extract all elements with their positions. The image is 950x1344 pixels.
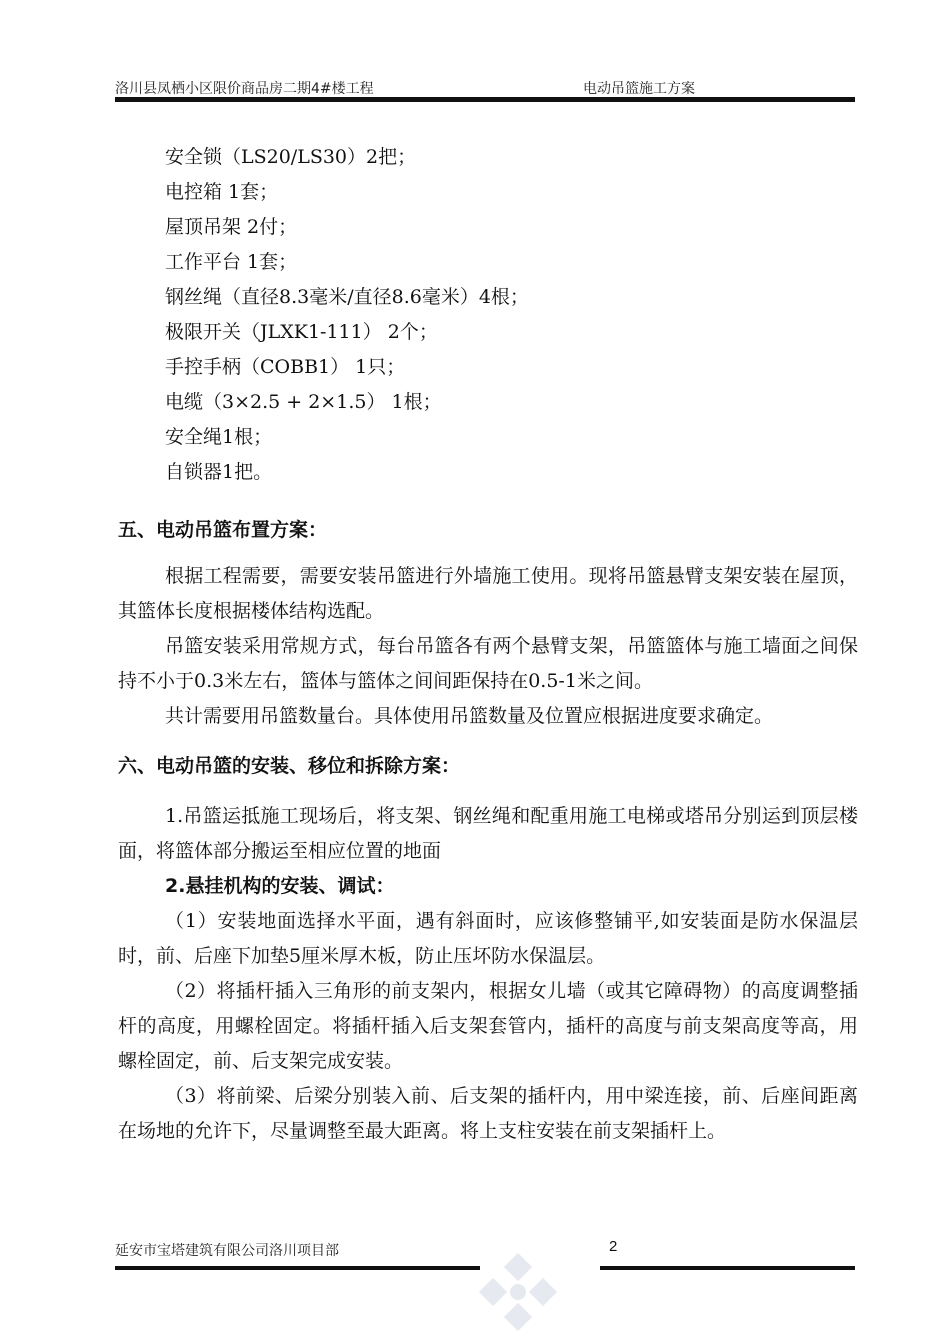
section-6-paragraph: （3）将前梁、后梁分别装入前、后支架的插杆内，用中梁连接，前、后座间距离在场地的允许下，尽量调整至最大距离。将上支柱安装在前支架插杆上。	[118, 1085, 858, 1142]
footer-company: 延安市宝塔建筑有限公司洛川项目部	[115, 1243, 339, 1259]
section-5-title: 五、电动吊篮布置方案：	[118, 519, 328, 541]
list-item: 电缆（3×2.5 + 2×1.5） 1根；	[165, 391, 442, 413]
list-item: 屋顶吊架 2付；	[165, 216, 298, 238]
section-5-paragraph: 根据工程需要，需要安装吊篮进行外墙施工使用。现将吊篮悬臂支架安装在屋顶，其篮体长度根据楼体结构选配。	[118, 565, 858, 622]
header-project-name: 洛川县凤栖小区限价商品房二期4#楼工程	[115, 81, 374, 97]
page-footer	[115, 1236, 855, 1276]
header-document-title: 电动吊篮施工方案	[583, 81, 695, 97]
section-5-paragraph: 吊篮安装采用常规方式，每台吊篮各有两个悬臂支架，吊篮篮体与施工墙面之间保持不小于0.3米左右，篮体与篮体之间间距保持在0.5-1米之间。	[118, 635, 858, 692]
list-item: 电控箱 1套；	[165, 181, 279, 203]
list-item: 安全锁（LS20/LS30）2把；	[165, 146, 417, 168]
section-6-paragraph: （2）将插杆插入三角形的前支架内，根据女儿墙（或其它障碍物）的高度调整插杆的高度，用螺栓固定。将插杆插入后支架套管内，插杆的高度与前支架高度等高，用螺栓固定，前、后支架完成安装。	[118, 980, 858, 1072]
equipment-list	[118, 140, 858, 490]
footer-rule	[115, 1266, 480, 1270]
section-6-paragraph: （1）安装地面选择水平面，遇有斜面时，应该修整铺平,如安装面是防水保温层时，前、后座下加垫5厘米厚木板，防止压坏防水保温层。	[118, 910, 858, 967]
page-header	[115, 76, 855, 104]
section-6-subheading: 2.悬挂机构的安装、调试：	[165, 875, 395, 897]
section-5-paragraph: 共计需要用吊篮数量台。具体使用吊篮数量及位置应根据进度要求确定。	[165, 705, 774, 727]
list-item: 自锁器1把。	[165, 461, 273, 483]
list-item: 极限开关（JLXK1-111） 2个；	[165, 321, 438, 343]
section-6-paragraph: 1.吊篮运抵施工现场后，将支架、钢丝绳和配重用施工电梯或塔吊分别运到顶层楼面，将篮体部分搬运至相应位置的地面	[118, 805, 858, 862]
list-item: 安全绳1根；	[165, 426, 273, 448]
page-number: 2	[609, 1238, 618, 1255]
footer-rule	[600, 1266, 855, 1270]
header-rule	[115, 97, 855, 102]
list-item: 工作平台 1套；	[165, 251, 298, 273]
list-item: 手控手柄（COBB1） 1只；	[165, 356, 406, 378]
page-body	[118, 140, 858, 1149]
list-item: 钢丝绳（直径8.3毫米/直径8.6毫米）4根；	[165, 286, 529, 308]
section-6-title: 六、电动吊篮的安装、移位和拆除方案：	[118, 755, 461, 777]
